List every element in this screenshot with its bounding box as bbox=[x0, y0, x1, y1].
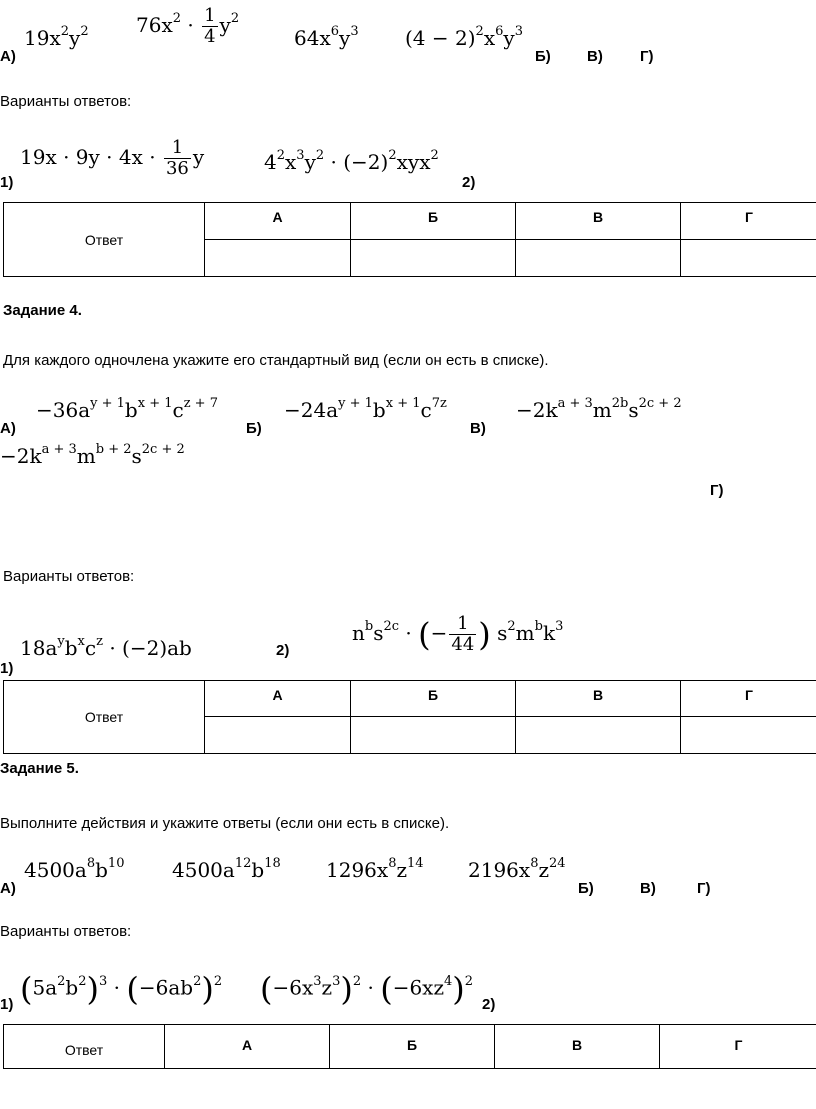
expr-4b: $-24a^{y + 1}b^{x + 1}c^{7z}$ bbox=[284, 396, 447, 422]
task-5-instructions: Выполните действия и укажите ответы (если они есть в списке). bbox=[0, 815, 450, 832]
col-g: Г bbox=[681, 203, 816, 240]
label-g: Г) bbox=[640, 48, 654, 65]
answer-cell-b[interactable] bbox=[351, 717, 516, 754]
col-b: Б bbox=[351, 681, 516, 717]
answer-cell-a[interactable] bbox=[205, 240, 351, 277]
label-b: Б) bbox=[246, 420, 262, 437]
option-2-label: 2) bbox=[482, 996, 496, 1013]
col-v: В bbox=[516, 203, 681, 240]
answer-label: Ответ bbox=[4, 1025, 165, 1069]
answer-cell-g[interactable] bbox=[681, 717, 816, 754]
expr-4v: $-2k^{a + 3}m^{2b}s^{2c + 2}$ bbox=[516, 396, 682, 422]
variants-heading: Варианты ответов: bbox=[0, 923, 132, 940]
task-5-title: Задание 5. bbox=[0, 760, 79, 777]
expr-5a: $4500a^8b^{10}$ bbox=[24, 856, 125, 882]
label-a: А) bbox=[0, 48, 16, 65]
task-4-instructions: Для каждого одночлена укажите его стандартный вид (если он есть в списке). bbox=[3, 352, 549, 369]
option-1-label: 1) bbox=[0, 660, 14, 677]
answer-table-4 bbox=[3, 680, 816, 754]
option-1-expr: $18a^yb^xc^z \cdot (-2)ab$ bbox=[20, 634, 192, 660]
col-a: А bbox=[205, 681, 351, 717]
task-4-title: Задание 4. bbox=[3, 302, 82, 319]
label-a: А) bbox=[0, 420, 16, 437]
expr-5d: $2196x^8z^{24}$ bbox=[468, 856, 566, 882]
label-g: Г) bbox=[697, 880, 711, 897]
option-1-expr: 19x · 9y · 4x · $\frac{1}{36}$ y bbox=[20, 137, 205, 179]
col-b: Б bbox=[351, 203, 516, 240]
col-v: В bbox=[516, 681, 681, 717]
label-b: Б) bbox=[535, 48, 551, 65]
expr-3a: $19x^2y^2$ bbox=[24, 24, 89, 50]
option-2-label: 2) bbox=[462, 174, 476, 191]
option-1-label: 1) bbox=[0, 996, 14, 1013]
expr-5b: $4500a^{12}b^{18}$ bbox=[172, 856, 281, 882]
answer-cell-b[interactable] bbox=[351, 240, 516, 277]
option-2-expr: $n^bs^{2c}$ · (− $\frac{1}{44}$ ) $s^2m^bk^3$ bbox=[352, 613, 564, 655]
label-a: А) bbox=[0, 880, 16, 897]
label-v: В) bbox=[587, 48, 603, 65]
option-2-label: 2) bbox=[276, 642, 290, 659]
option-1-expr: $(5a^2b^2)^3 \cdot (-6ab^2)^2$ bbox=[20, 970, 223, 1008]
answer-cell-v[interactable] bbox=[516, 240, 681, 277]
col-v: В bbox=[495, 1025, 660, 1069]
option-2-expr: $4^2x^3y^2 \cdot (-2)^2xyx^2$ bbox=[264, 148, 439, 174]
answer-cell-g[interactable] bbox=[681, 240, 816, 277]
fraction: $\frac{1}{4}$ bbox=[204, 5, 216, 47]
answer-cell-a[interactable] bbox=[205, 717, 351, 754]
fraction: $\frac{1}{36}$ bbox=[165, 137, 189, 179]
col-b: Б bbox=[330, 1025, 495, 1069]
option-2-expr: $(-6x^3z^3)^2 \cdot (-6xz^4)^2$ bbox=[260, 970, 474, 1008]
variants-heading: Варианты ответов: bbox=[0, 93, 132, 110]
col-a: А bbox=[205, 203, 351, 240]
col-a: А bbox=[165, 1025, 330, 1069]
label-v: В) bbox=[640, 880, 656, 897]
answer-label: Ответ bbox=[4, 681, 205, 754]
expr-3c: $64x^6y^3$ bbox=[294, 24, 359, 50]
answer-table-5 bbox=[3, 1024, 816, 1069]
label-g: Г) bbox=[710, 482, 724, 499]
answer-cell-v[interactable] bbox=[516, 717, 681, 754]
option-1-label: 1) bbox=[0, 174, 14, 191]
expr-3b: $76x^2$ · $\frac{1}{4}$ $y^2$ bbox=[136, 5, 240, 47]
expr-3d: $(4 - 2)^2x^6y^3$ bbox=[405, 24, 523, 50]
col-g: Г bbox=[660, 1025, 816, 1069]
variants-heading: Варианты ответов: bbox=[3, 568, 135, 585]
label-b: Б) bbox=[578, 880, 594, 897]
expr-4g: $-2k^{a + 3}m^{b + 2}s^{2c + 2}$ bbox=[0, 442, 185, 468]
answer-table-3 bbox=[3, 202, 816, 277]
label-v: В) bbox=[470, 420, 486, 437]
expr-5c: $1296x^8z^{14}$ bbox=[326, 856, 424, 882]
col-g: Г bbox=[681, 681, 816, 717]
expr-4a: $-36a^{y + 1}b^{x + 1}c^{z + 7}$ bbox=[36, 396, 218, 422]
answer-label: Ответ bbox=[4, 203, 205, 277]
fraction: $\frac{1}{44}$ bbox=[451, 613, 475, 655]
